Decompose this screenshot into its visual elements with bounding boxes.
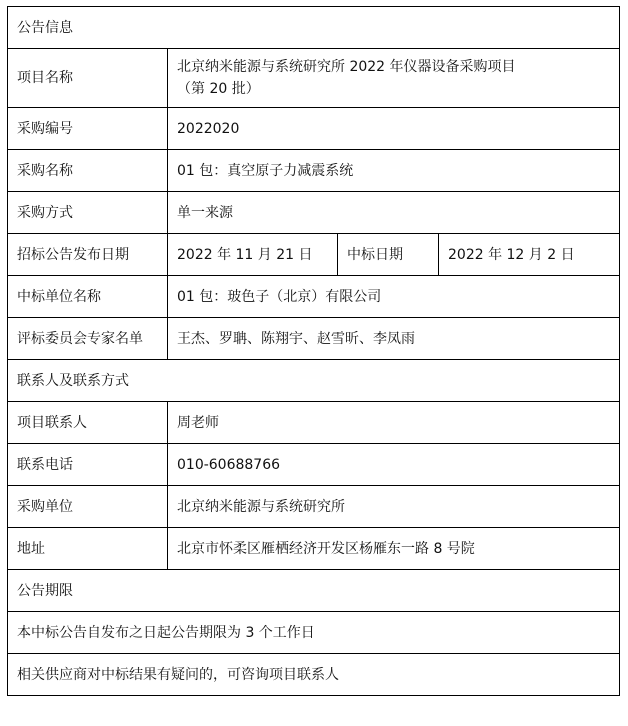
row-period-note xyxy=(8,612,620,654)
section-announcement-info: 公告信息 xyxy=(8,7,620,49)
review-committee-value: 王杰、罗聃、陈翔宇、赵雪昕、李凤雨 xyxy=(168,318,620,360)
row-winning-bidder xyxy=(8,276,620,318)
procurement-method-value: 单一来源 xyxy=(168,192,620,234)
project-name-value xyxy=(168,49,620,108)
purchasing-unit-value: 北京纳米能源与系统研究所 xyxy=(168,486,620,528)
contact-phone-value: 010-60688766 xyxy=(168,444,620,486)
project-name-line2: （第 20 批） xyxy=(177,81,260,97)
row-project-contact xyxy=(8,402,620,444)
project-name-label: 项目名称 xyxy=(8,49,168,108)
section-announcement-period: 公告期限 xyxy=(8,570,620,612)
row-inquiry-note xyxy=(8,654,620,696)
section-contact-info: 联系人及联系方式 xyxy=(8,360,620,402)
address-label: 地址 xyxy=(8,528,168,570)
row-project-name xyxy=(8,49,620,108)
award-date-value: 2022 年 12 月 2 日 xyxy=(439,234,620,276)
award-date-label: 中标日期 xyxy=(338,234,439,276)
review-committee-label: 评标委员会专家名单 xyxy=(8,318,168,360)
row-procurement-number xyxy=(8,108,620,150)
procurement-number-value: 2022020 xyxy=(168,108,620,150)
contact-phone-label: 联系电话 xyxy=(8,444,168,486)
period-note: 本中标公告自发布之日起公告期限为 3 个工作日 xyxy=(8,612,620,654)
row-dates xyxy=(8,234,620,276)
procurement-number-label: 采购编号 xyxy=(8,108,168,150)
winning-bidder-value: 01 包：玻色子（北京）有限公司 xyxy=(168,276,620,318)
row-contact-phone xyxy=(8,444,620,486)
row-procurement-method xyxy=(8,192,620,234)
project-contact-label: 项目联系人 xyxy=(8,402,168,444)
announcement-table xyxy=(7,6,620,696)
address-value: 北京市怀柔区雁栖经济开发区杨雁东一路 8 号院 xyxy=(168,528,620,570)
winning-bidder-label: 中标单位名称 xyxy=(8,276,168,318)
row-address xyxy=(8,528,620,570)
tender-publish-date-label: 招标公告发布日期 xyxy=(8,234,168,276)
project-name-line1: 北京纳米能源与系统研究所 2022 年仪器设备采购项目 xyxy=(177,59,516,75)
row-announcement-header xyxy=(8,7,620,49)
row-review-committee xyxy=(8,318,620,360)
procurement-method-label: 采购方式 xyxy=(8,192,168,234)
row-purchasing-unit xyxy=(8,486,620,528)
tender-publish-date-value: 2022 年 11 月 21 日 xyxy=(168,234,338,276)
inquiry-note: 相关供应商对中标结果有疑问的，可咨询项目联系人 xyxy=(8,654,620,696)
procurement-name-value: 01 包：真空原子力减震系统 xyxy=(168,150,620,192)
procurement-name-label: 采购名称 xyxy=(8,150,168,192)
purchasing-unit-label: 采购单位 xyxy=(8,486,168,528)
row-contact-header xyxy=(8,360,620,402)
project-contact-value: 周老师 xyxy=(168,402,620,444)
row-procurement-name xyxy=(8,150,620,192)
row-period-header xyxy=(8,570,620,612)
